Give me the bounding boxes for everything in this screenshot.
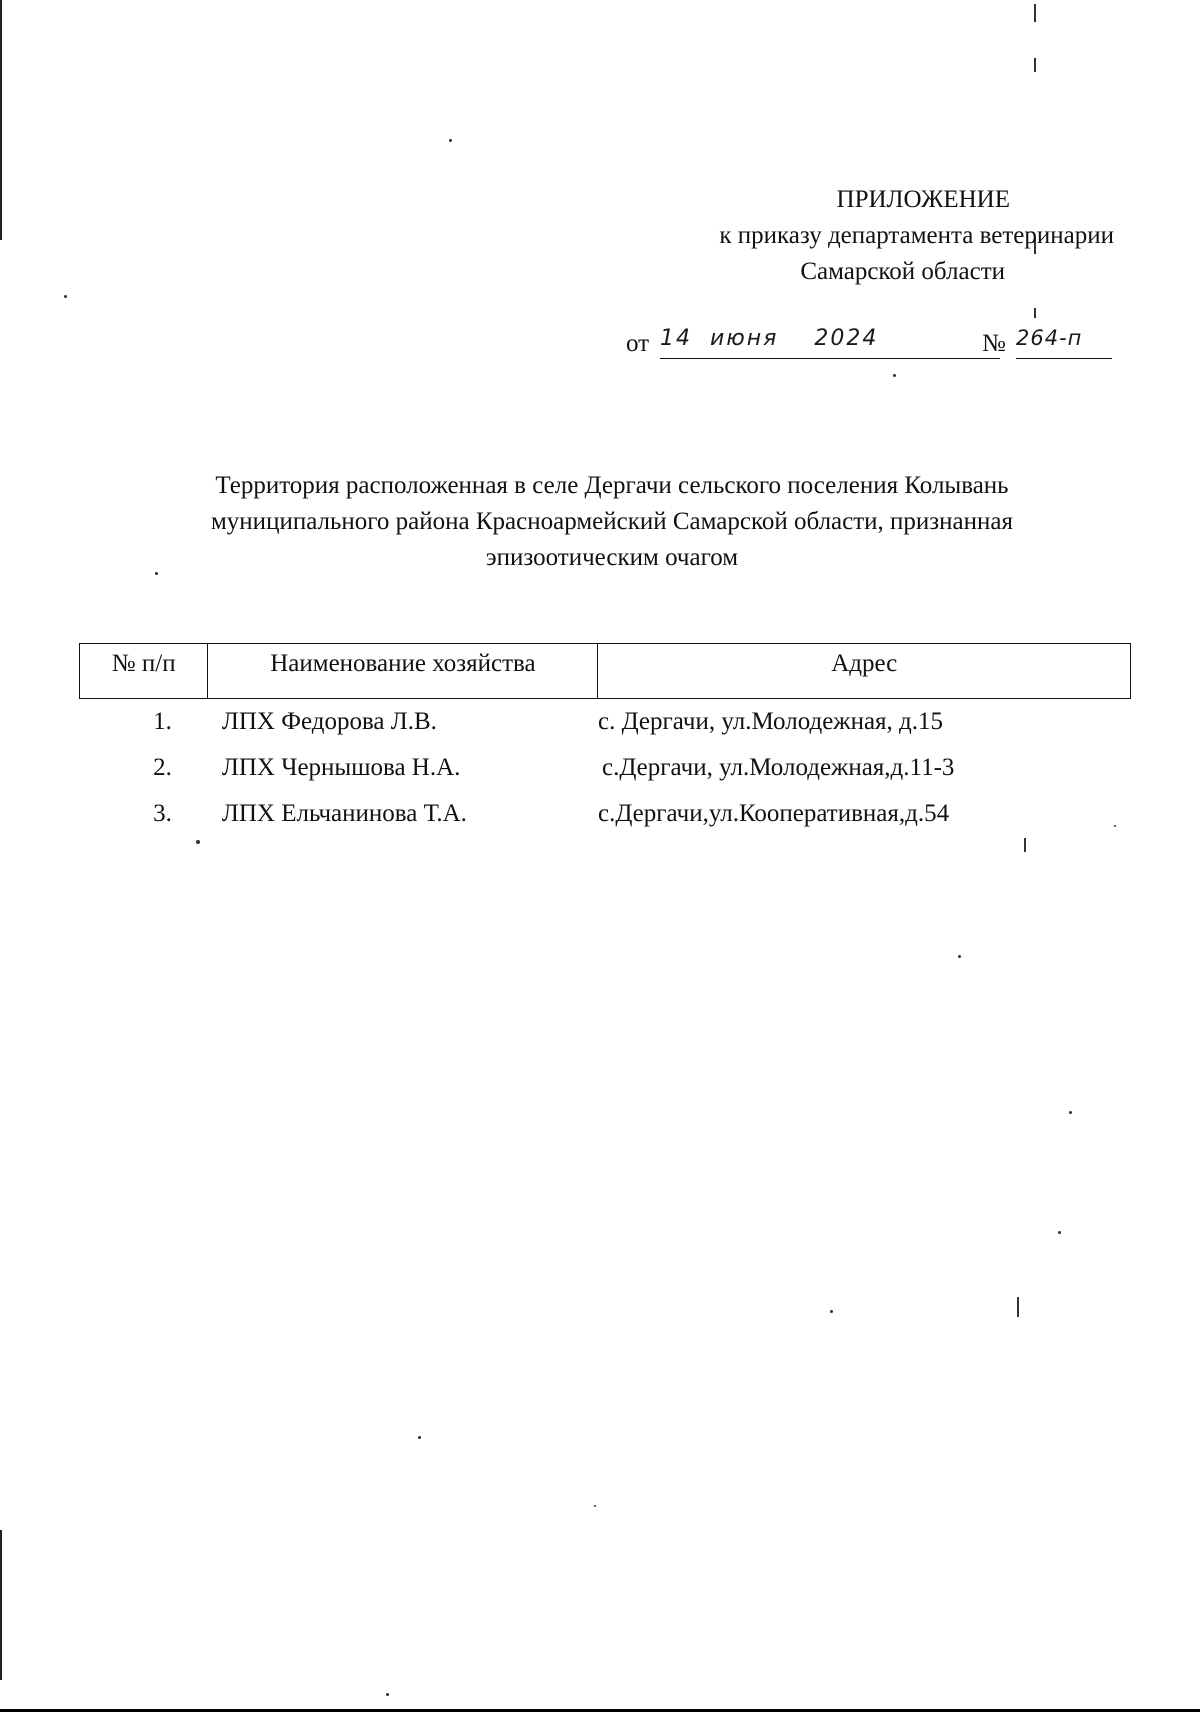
number-label: № (982, 330, 1006, 357)
scan-speck (594, 1505, 596, 1507)
column-header-number: № п/п (80, 644, 208, 699)
households-table (79, 643, 1131, 837)
date-label: от (626, 330, 650, 357)
table-header-row (80, 644, 1131, 699)
household-name: ЛПХ Ельчанинова Т.А. (221, 800, 467, 827)
handwritten-date: 14 июня 2024 (660, 326, 1000, 359)
scan-speck (386, 1693, 389, 1696)
scan-speck (893, 374, 896, 377)
scan-speck (1058, 1231, 1061, 1234)
scan-speck (196, 840, 200, 844)
appendix-title: ПРИЛОЖЕНИЕ (836, 186, 1010, 213)
row-number: 1. (153, 708, 172, 735)
household-address: с.Дергачи,ул.Кооперативная,д.54 (597, 800, 950, 827)
handwritten-order-number: 264-п (1016, 326, 1112, 359)
scan-speck (64, 295, 67, 298)
household-address: с. Дергачи, ул.Молодежная, д.15 (597, 708, 944, 735)
scan-speck (830, 1310, 833, 1313)
scan-edge-line (0, 1530, 2, 1680)
household-address: с.Дергачи, ул.Молодежная,д.11-3 (601, 754, 955, 781)
table-row (80, 745, 1131, 791)
appendix-subtitle: к приказу департамента ветеринарии (719, 222, 1114, 249)
document-title: Территория расположенная в селе Дергачи сельского поселения Колывань муниципального района Красноармейский Самарской области, признанная эпизоотическим очагом (210, 472, 1014, 571)
appendix-region: Самарской области (800, 258, 1005, 285)
column-header-address: Адрес (598, 644, 1131, 699)
household-name: ЛПХ Чернышова Н.А. (221, 754, 461, 781)
scan-speck (1069, 1111, 1072, 1114)
scan-edge-line (0, 0, 2, 240)
scan-speck (449, 139, 452, 142)
scan-speck (418, 1436, 421, 1439)
household-name: ЛПХ Федорова Л.В. (221, 708, 437, 735)
table-row (80, 699, 1131, 746)
scan-mark (1034, 308, 1036, 318)
row-number: 2. (153, 754, 172, 781)
scan-mark (1024, 838, 1026, 852)
households-table-container (79, 643, 1131, 837)
scan-mark (1034, 4, 1036, 22)
scan-mark (1017, 1297, 1019, 1317)
order-reference (626, 326, 1116, 366)
row-number: 3. (153, 800, 172, 827)
column-header-household: Наименование хозяйства (208, 644, 598, 699)
scan-mark (1034, 58, 1036, 72)
table-row (80, 791, 1131, 837)
scan-speck (958, 955, 961, 958)
